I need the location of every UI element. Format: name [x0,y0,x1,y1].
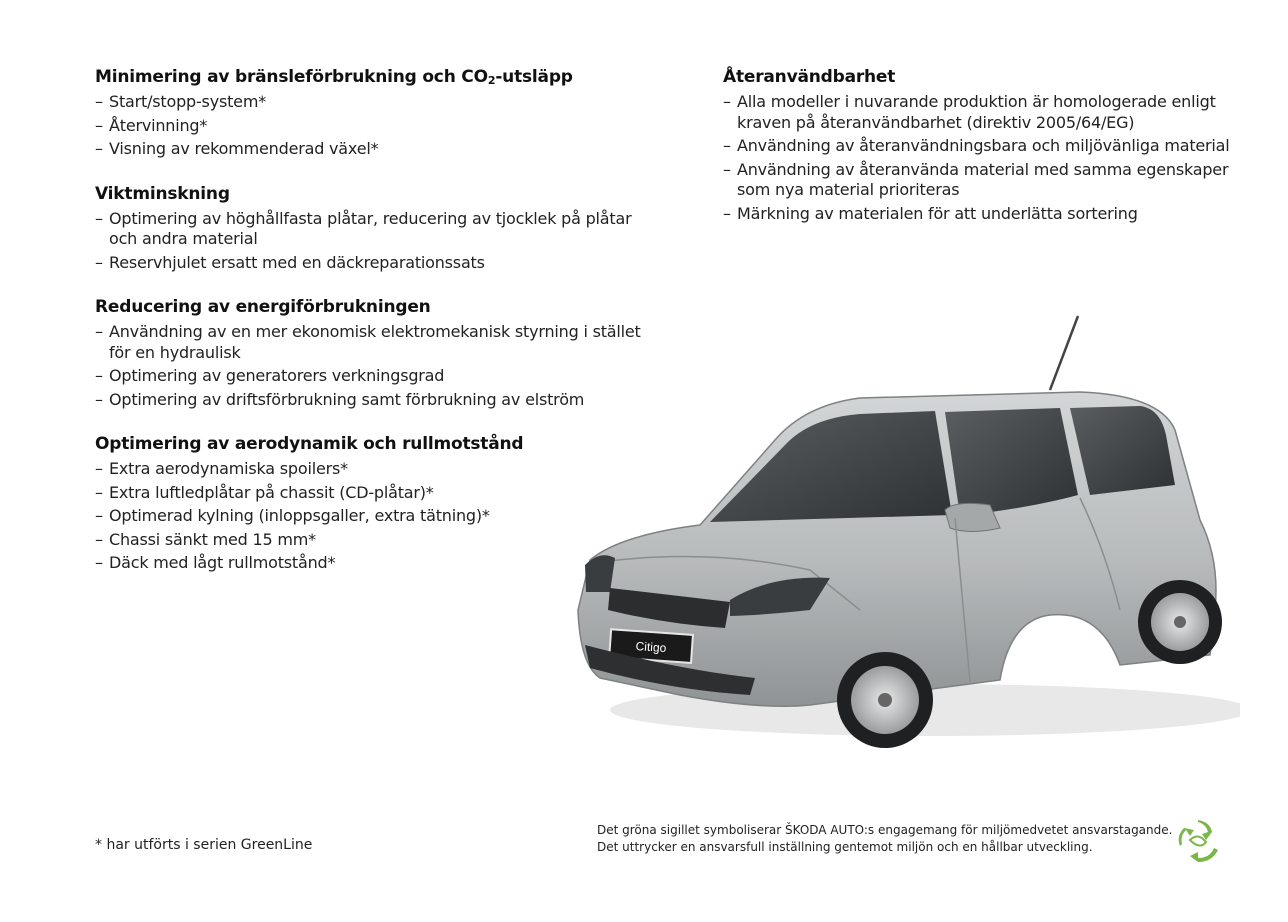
section-title: Återanvändbarhet [723,67,896,87]
list-item: – Visning av rekommenderad växel* [95,139,379,158]
section-title: Minimering av bränsleförbrukning och $CO_2$-utsläpp [95,67,573,87]
list-item: – Optimering av höghållfasta plåtar, reducering av tjocklek på plåtar och andra material [95,208,632,248]
seal-text-line: Det gröna sigillet symboliserar ŠKODA AUTO:s engagemang för miljömedvetet ansvarstagande. [597,823,1173,837]
list-item: – Extra aerodynamiska spoilers* [95,459,348,478]
section-title: Viktminskning [95,183,230,204]
section-title: Reducering av energiförbrukningen [95,297,431,317]
car-image [560,310,1240,750]
right-column [723,66,1243,247]
section-weight [95,183,655,274]
section-recyclability [723,66,1243,224]
list-item: – Start/stopp-system* [95,92,267,111]
seal-text-line: Det uttrycker en ansvarsfull inställning gentemot miljön och en hållbar utveckling. [597,840,1093,854]
list-item: – Alla modeller i nuvarande produktion är homologerade enligt kraven på återanvändbarhet (direktiv 2005/64/EG) [723,92,1216,132]
list-item: – Optimering av generatorers verkningsgrad [95,366,445,385]
list-item: – Däck med lågt rullmotstånd* [95,553,336,572]
list-item: – Extra luftledplåtar på chassit (CD-plåtar)* [95,482,434,502]
list-item: – Chassi sänkt med 15 mm* [95,529,316,549]
bullet-list [95,209,655,274]
list-item: – Användning av återanvändningsbara och miljövänliga material [723,136,1230,155]
bullet-list [95,92,655,160]
list-item: – Reservhjulet ersatt med en däckreparationssats [95,252,485,272]
list-item: – Optimerad kylning (inloppsgaller, extra tätning)* [95,506,490,525]
list-item: – Användning av en mer ekonomisk elektromekanisk styrning i stället för en hydraulisk [95,322,641,362]
section-fuel [95,66,655,160]
section-title: Optimering av aerodynamik och rullmotstånd [95,434,524,454]
list-item: – Optimering av driftsförbrukning samt förbrukning av elström [95,389,585,409]
list-item: – Återvinning* [95,115,208,135]
bullet-list [723,92,1243,224]
seal-description [597,822,1177,856]
car-plate: Citigo [635,639,667,656]
list-item: – Märkning av materialen för att underlätta sortering [723,203,1138,223]
list-item: – Användning av återanvända material med samma egenskaper som nya material prioriteras [723,159,1229,199]
recycle-leaf-icon [1176,818,1220,862]
footnote: * har utförts i serien GreenLine [95,837,313,853]
